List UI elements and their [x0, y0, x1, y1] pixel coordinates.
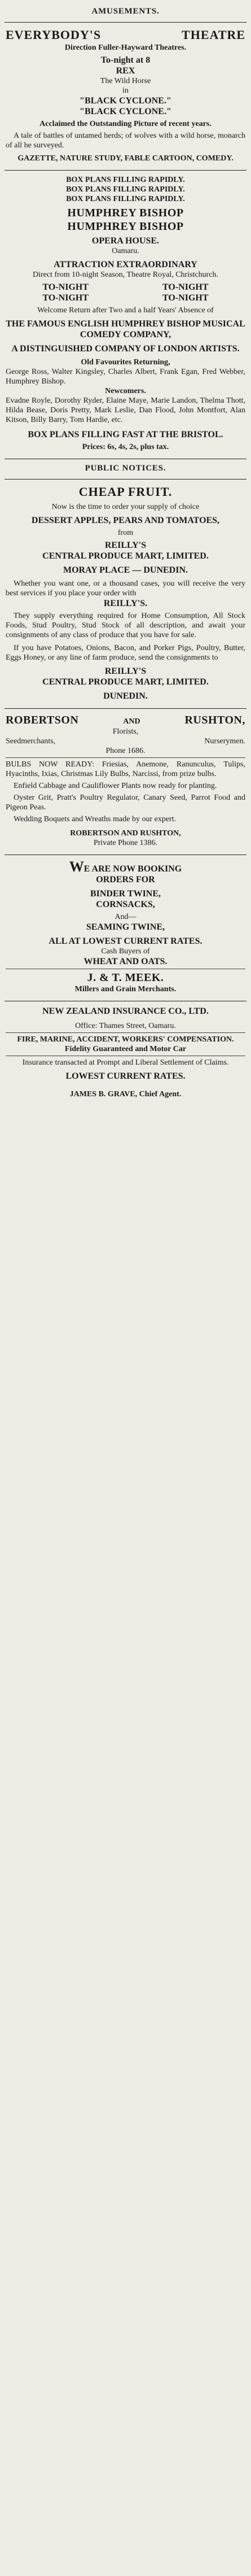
rushton-word: RUSHTON,	[184, 714, 245, 726]
divider	[6, 1032, 245, 1033]
central-produce-2: CENTRAL PRODUCE MART, LIMITED.	[42, 677, 209, 687]
wild-horse-line: The Wild Horse	[100, 77, 151, 85]
robertson-title-row	[6, 713, 245, 727]
divider	[5, 22, 246, 23]
box-plans-3: BOX PLANS FILLING RAPIDLY.	[66, 195, 185, 203]
insurance-title: NEW ZEALAND INSURANCE CO., LTD.	[42, 1006, 209, 1016]
section-heading-amusements: AMUSEMENTS.	[91, 7, 160, 16]
everybodys-title-row	[6, 27, 245, 43]
millers-line: Millers and Grain Merchants.	[74, 985, 177, 993]
ad-robertson-rushton	[5, 711, 246, 852]
bulbs-paragraph: BULBS NOW READY: Friesias, Anemone, Ranunculus, Tulips, Hyacinths, Ixias, Christmas Lily Bulbs, Narcissi, from prize bulbs.	[6, 760, 245, 778]
reillys-name-3: REILLY'S	[104, 666, 147, 676]
tonight-row-2	[6, 293, 245, 303]
dunedin-line: DUNEDIN.	[103, 691, 148, 701]
tonight-right-2: TO-NIGHT	[162, 293, 209, 303]
private-phone: Private Phone 1386.	[93, 839, 158, 847]
we-are-booking	[6, 860, 245, 874]
tonight-time: To-night at 8	[100, 55, 151, 65]
oyster-paragraph: Oyster Grit, Pratt's Poultry Regulator, Canary Seed, Parrot Food and Pigeon Peas.	[6, 794, 245, 812]
theatre-word: THEATRE	[182, 28, 245, 42]
gazette-line: GAZETTE, NATURE STUDY, FABLE CARTOON, COMEDY.	[17, 154, 234, 163]
bishop-name-1: HUMPHREY BISHOP	[67, 207, 184, 219]
ad-everybodys-theatre	[5, 25, 246, 168]
cabbage-paragraph: Enfield Cabbage and Cauliflower Plants now ready for planting.	[14, 782, 217, 790]
everybodys-title: EVERYBODY'S	[6, 28, 102, 42]
office-line: Office: Thames Street, Oamaru.	[75, 1022, 176, 1030]
trades-row	[6, 736, 245, 746]
direct-line: Direct from 10-night Season, Theatre Royal, Christchurch.	[32, 271, 219, 279]
old-favourites: Old Favourites Returning,	[81, 358, 170, 367]
moray-place: MORAY PLACE — DUNEDIN.	[63, 565, 188, 575]
dessert-line: DESSERT APPLES, PEARS AND TOMATOES,	[31, 516, 220, 525]
chief-agent: JAMES B. GRAVE, Chief Agent.	[69, 1090, 182, 1099]
robertson-word: ROBERTSON	[6, 714, 79, 726]
and-dash: And—	[115, 913, 136, 921]
divider	[5, 708, 246, 709]
tonight-row-1	[6, 282, 245, 293]
ad-meek	[5, 857, 246, 999]
newcomers-label: Newcomers.	[105, 387, 146, 395]
binder-twine: BINDER TWINE,	[90, 889, 161, 899]
wedding-paragraph: Wedding Boquets and Wreaths made by our expert.	[14, 815, 177, 823]
we-are-booking-text: E ARE NOW BOOKING	[83, 864, 182, 874]
robertson-footer-name: ROBERTSON AND RUSHTON,	[70, 829, 181, 838]
fire-marine-line: FIRE, MARINE, ACCIDENT, WORKERS' COMPENSATION. Fidelity Guaranteed and Motor Car	[17, 1035, 234, 1053]
from-word: from	[117, 529, 134, 537]
drop-initial: W	[69, 858, 84, 875]
central-produce-1: CENTRAL PRODUCE MART, LIMITED.	[42, 551, 209, 561]
returning-names: George Ross, Walter Kingsley, Charles Albert, Frank Egan, Fred Webber, Humphrey Bishop.	[6, 368, 245, 386]
direction-line: Direction Fuller-Hayward Theatres.	[64, 43, 187, 52]
tonight-left-2: TO-NIGHT	[42, 293, 89, 303]
attraction-line: ATTRACTION EXTRAORDINARY	[54, 260, 197, 269]
divider	[6, 757, 245, 758]
bishop-name-2: HUMPHREY BISHOP	[67, 220, 184, 233]
whether-paragraph: Whether you want one, or a thousand cases, you will receive the very best services if you place your order with	[6, 579, 245, 598]
orders-for: ORDERS FOR	[96, 875, 155, 884]
now-line: Now is the time to order your supply of choice	[51, 503, 200, 511]
film-title-2: "BLACK CYCLONE."	[80, 107, 171, 116]
supply-paragraph: They supply everything required for Home Consumption, All Stock Foods, Stud Poultry, Stud Stock of all description, and await your consignments of any class of produce that you have for sale.	[6, 612, 245, 639]
meek-name: J. & T. MEEK.	[87, 971, 164, 984]
tonight-right-1: TO-NIGHT	[162, 282, 209, 292]
and-word: AND	[123, 717, 140, 726]
oamaru-line: Oamaru.	[112, 247, 139, 255]
tonight-left-1: TO-NIGHT	[42, 282, 89, 292]
box-plans-1: BOX PLANS FILLING RAPIDLY.	[66, 176, 185, 184]
lowest-rates: ALL AT LOWEST CURRENT RATES.	[49, 936, 202, 946]
prices-line: Prices: 6s, 4s, 2s, plus tax.	[82, 443, 169, 451]
reillys-name-1: REILLY'S	[104, 541, 147, 550]
in-word: in	[122, 86, 129, 95]
seedmerchants-word: Seedmerchants,	[6, 737, 56, 746]
cash-buyers: Cash Buyers of	[101, 947, 150, 956]
cheap-fruit-headline: CHEAP FRUIT.	[78, 485, 173, 499]
divider	[5, 479, 246, 480]
cornsacks: CORNSACKS,	[96, 900, 155, 909]
opera-house: OPERA HOUSE.	[91, 236, 160, 246]
acclaimed-line: Acclaimed the Outstanding Picture of recent years.	[39, 120, 212, 128]
rex-name: REX	[116, 66, 135, 76]
film-title-1: "BLACK CYCLONE."	[80, 96, 171, 106]
box-plans-2: BOX PLANS FILLING RAPIDLY.	[66, 185, 185, 194]
ad-nz-insurance	[5, 1004, 246, 1104]
section-heading-public-notices: PUBLIC NOTICES.	[85, 464, 166, 473]
lowest-current-rates: LOWEST CURRENT RATES.	[65, 1071, 186, 1081]
reillys-name-2: REILLY'S.	[103, 599, 148, 608]
nurserymen-word: Nurserymen.	[204, 737, 245, 746]
wheat-oats: WHEAT AND OATS.	[83, 957, 168, 966]
famous-company: THE FAMOUS ENGLISH HUMPHREY BISHOP MUSICAL COMEDY COMPANY,	[6, 319, 245, 339]
transacted-line: Insurance transacted at Prompt and Liberal Settlement of Claims.	[22, 1058, 229, 1067]
welcome-line: Welcome Return after Two and a half Years' Absence of	[37, 306, 214, 315]
tale-paragraph: A tale of battles of untamed herds; of wolves with a wild horse, monarch of all he surveyed.	[6, 132, 245, 150]
potatoes-paragraph: If you have Potatoes, Onions, Bacon, and Porker Pigs, Poultry, Butter, Eggs Honey, or any line of farm produce, send the consignments to	[6, 644, 245, 662]
newcomer-names: Evadne Royle, Dorothy Ryder, Elaine Maye, Marie Landon, Thelma Thott, Hilda Bease, Doris Pretty, Mark Leslie, Dan Flood, John Montfort, Alan Kitson, Billy Barry, Tom Hardie, etc.	[6, 396, 245, 424]
phone-line: Phone 1686.	[105, 747, 146, 755]
divider	[5, 170, 246, 171]
florists-line: Florists,	[112, 727, 139, 736]
box-bristol: BOX PLANS FILLING FAST AT THE BRISTOL.	[28, 430, 223, 439]
distinguished-line: A DISTINGUISHED COMPANY OF LONDON ARTISTS.	[11, 344, 240, 354]
ad-reillys	[5, 482, 246, 706]
seaming-twine: SEAMING TWINE,	[86, 922, 165, 932]
ad-humphrey-bishop	[5, 173, 246, 456]
